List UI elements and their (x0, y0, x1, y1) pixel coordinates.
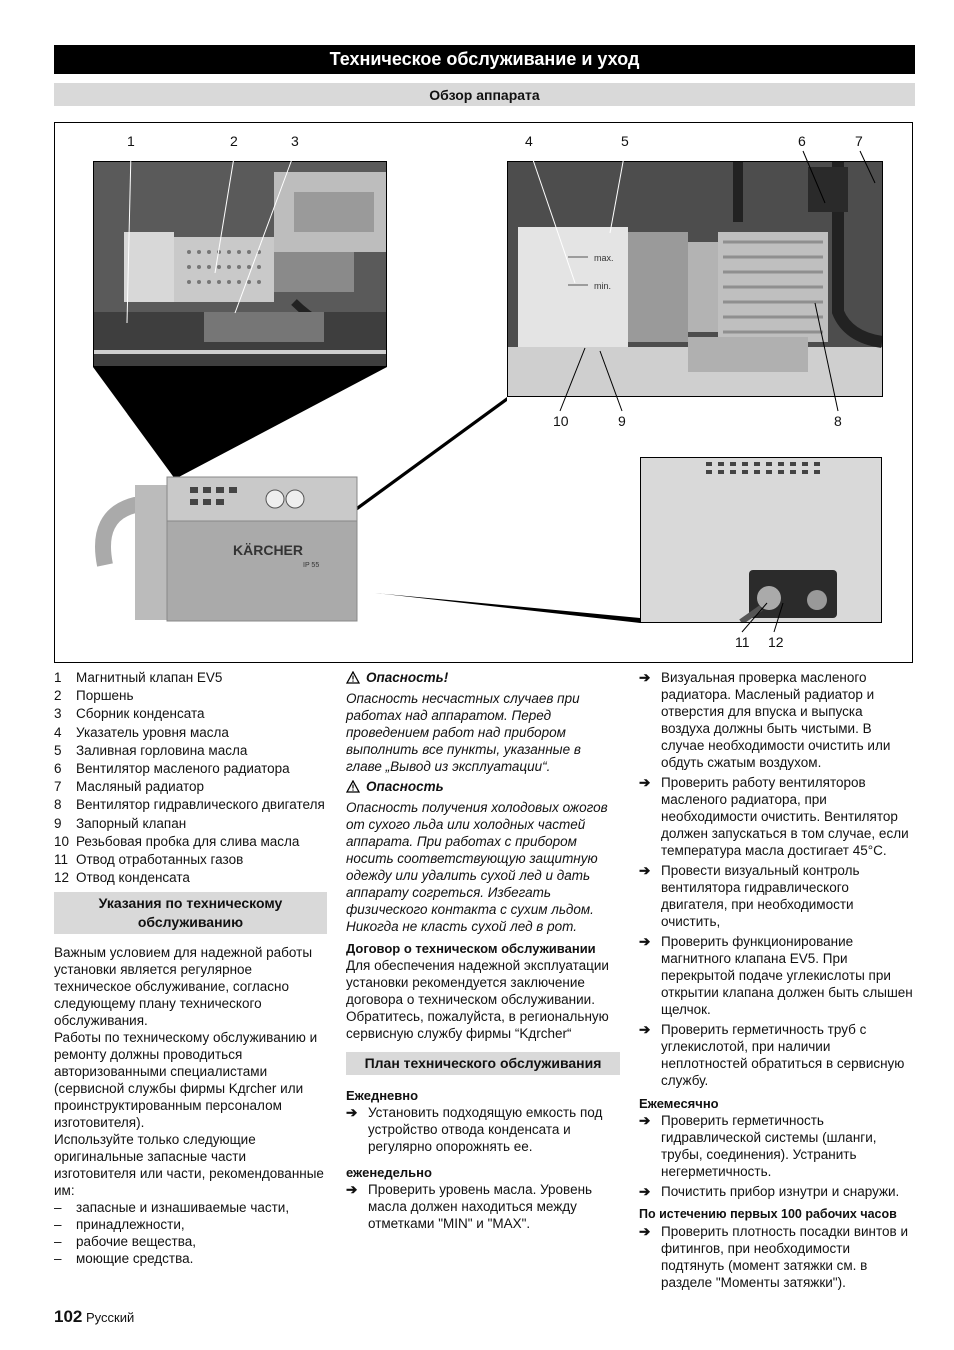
weekly-continued-list (639, 669, 915, 1089)
list-item: ➔ Провести визуальный контроль вентилятора гидравлического двигателя, при необходимости очистить, (639, 863, 860, 929)
list-item: ➔ Проверить герметичность труб с углекислотой, при наличии неплотностей обратиться в сервисную службу. (639, 1022, 905, 1088)
arrow-right-icon: ➔ (639, 1022, 651, 1037)
language-label: Русский (86, 1310, 135, 1325)
list-item: 3 Сборник конденсата (54, 706, 205, 722)
callout-7: 7 (855, 133, 863, 149)
first-100-hours-list (639, 1223, 915, 1291)
arrow-right-icon: ➔ (639, 670, 651, 685)
paragraph: Для обеспечения надежной эксплуатации установки рекомендуется заключение договора о техническом обслуживании. Обратитесь, пожалуйста, в региональную сервисную службу фирмы “Kдrcher“ (346, 958, 609, 1041)
paragraph: Работы по техническому обслуживанию и ремонту должны проводиться авторизованными специалистами (сервисной службы фирмы Kдrcher или проинструктированным персоналом изготовителя). (54, 1030, 318, 1131)
list-item: ➔ Проверить работу вентиляторов масленого радиатора, при необходимости очистить. Вентилятор должен запускаться в том случае, если температура масла достигает 45°C. (639, 775, 909, 858)
brand-logo: KÄRCHER (233, 542, 303, 558)
list-item: 9 Запорный клапан (54, 815, 187, 831)
list-item: ➔ Установить подходящую емкость под устройство отвода конденсата и регулярно опорожнять ее. (346, 1105, 603, 1154)
page-footer (54, 1307, 134, 1327)
list-item: ➔ Визуальная проверка масленого радиатора. Масленый радиатор и отверстия для впуска и выпуска воздуха должны быть чистыми. В случае необходимости очистить или обдуть сжатым воздухом. (639, 670, 891, 770)
arrow-right-icon: ➔ (346, 1105, 358, 1120)
list-item: 10 Резьбовая пробка для слива масла (54, 833, 300, 849)
list-item: 12 Отвод конденсата (54, 870, 190, 886)
callout-4: 4 (525, 133, 533, 149)
parts-list (54, 669, 327, 886)
list-item: – запасные и изнашиваемые части, (54, 1200, 290, 1216)
arrow-right-icon: ➔ (639, 1224, 651, 1239)
warning-triangle-icon (346, 671, 360, 684)
callout-3: 3 (291, 133, 299, 149)
list-item: 11 Отвод отработанных газов (54, 851, 244, 867)
column-2 (346, 669, 620, 1235)
arrow-right-icon: ➔ (639, 775, 651, 790)
list-item: 4 Указатель уровня масла (54, 724, 229, 740)
column-3 (639, 669, 915, 1294)
callout-5: 5 (621, 133, 629, 149)
maintenance-notes-heading: Указания по техническому обслуживанию (54, 892, 327, 934)
gauge-min-label: min. (594, 281, 612, 291)
callout-6: 6 (798, 133, 806, 149)
machine-overview-figure (54, 122, 913, 663)
warning-triangle-icon (346, 780, 360, 793)
weekly-list (346, 1181, 620, 1232)
paragraph: Важным условием для надежной работы установки является регулярное техническое обслуживание, согласно следующему плану технического обслуживания. (54, 945, 313, 1029)
model-label: IP 55 (303, 562, 320, 569)
list-item: 7 Масляный радиатор (54, 779, 204, 795)
callout-1: 1 (127, 133, 135, 149)
list-item: – принадлежности, (54, 1217, 185, 1233)
gauge-max-label: max. (594, 253, 614, 263)
contract-heading: Договор о техническом обслуживании (346, 941, 596, 956)
paragraph: Используйте только следующие оригинальные запасные части изготовителя или части, рекомендованные им: (54, 1132, 324, 1199)
list-item: 5 Заливная горловина масла (54, 742, 248, 758)
list-item: 2 Поршень (54, 688, 134, 704)
section-title: Техническое обслуживание и уход (54, 45, 915, 74)
callout-12: 12 (768, 634, 784, 650)
danger-text: Опасность получения холодовых ожогов от сухого льда или холодных частей аппарата. При работах с прибором носить соответствующую защитную одежду или удалить сухой лед и дать аппарату согреться. Избегать физического контакта с сухим льдом. (346, 800, 608, 917)
weekly-heading: еженедельно (346, 1165, 432, 1180)
danger-heading: Опасность (346, 778, 620, 795)
callout-9: 9 (618, 413, 626, 429)
arrow-right-icon: ➔ (639, 1184, 651, 1199)
list-item: ➔ Проверить плотность посадки винтов и фитингов, при необходимости подтянуть (момент затяжки см. в разделе "Моменты затяжки"). (639, 1224, 909, 1290)
arrow-right-icon: ➔ (639, 1113, 651, 1128)
page-number: 102 (54, 1307, 83, 1326)
arrow-right-icon: ➔ (346, 1182, 358, 1197)
list-item: ➔ Проверить уровень масла. Уровень масла должен находиться между отметками "MIN" и "MAX". (346, 1182, 593, 1231)
machine-main-photo (95, 475, 375, 625)
callout-8: 8 (834, 413, 842, 429)
list-item: 6 Вентилятор масленого радиатора (54, 760, 290, 776)
callout-10: 10 (553, 413, 569, 429)
daily-heading: Ежедневно (346, 1088, 419, 1103)
callout-11: 11 (735, 634, 750, 650)
column-1 (54, 669, 327, 1267)
arrow-right-icon: ➔ (639, 934, 651, 949)
list-item: – моющие средства. (54, 1251, 194, 1267)
list-item: 1 Магнитный клапан EV5 (54, 670, 223, 685)
list-item: ➔ Проверить функционирование магнитного клапана EV5. При перекрытой подаче углекислоты при открытии клапана должен быть слышен щелчок. (639, 934, 913, 1017)
first-100-hours-heading: По истечению первых 100 рабочих часов (639, 1207, 897, 1221)
list-item: 8 Вентилятор гидравлического двигателя (54, 797, 325, 813)
parts-types-list (54, 1199, 327, 1267)
arrow-right-icon: ➔ (639, 863, 651, 878)
plan-heading: План технического обслуживания (346, 1052, 620, 1075)
callout-2: 2 (230, 133, 238, 149)
daily-list (346, 1104, 620, 1155)
monthly-heading: Ежемесячно (639, 1096, 719, 1111)
danger-text: Никогда не класть сухой лед в рот. (346, 919, 577, 934)
danger-text: Опасность несчастных случаев при работах над аппаратом. Перед проведением работ над прибором выполнить все пункты, указанные в главе „Вывод из эксплуатации“. (346, 691, 581, 774)
danger-heading: Опасность! (346, 669, 620, 686)
list-item: ➔ Проверить герметичность гидравлической системы (шланги, трубы, соединения). Устранить негерметичность. (639, 1113, 877, 1179)
list-item: ➔ Почистить прибор изнутри и снаружи. (639, 1184, 900, 1199)
monthly-list (639, 1112, 915, 1200)
machine-main-drawing (95, 475, 375, 625)
list-item: – рабочие вещества, (54, 1234, 196, 1250)
section-subtitle: Обзор аппарата (54, 83, 915, 106)
